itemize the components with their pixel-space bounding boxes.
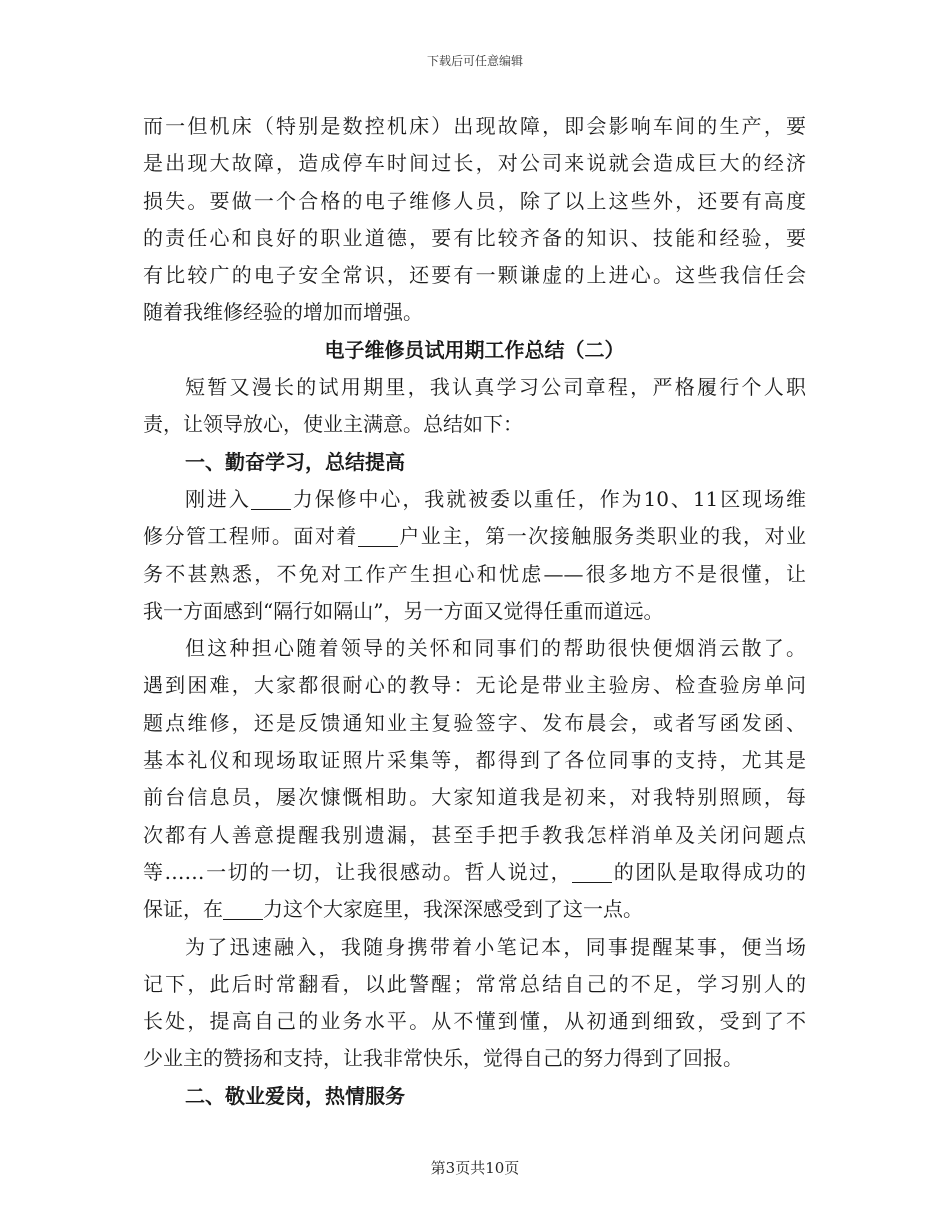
para2-text: 修分管工程师。面对着 [143, 524, 358, 549]
para3-line: 次都有人善意提醒我别遗漏，甚至手把手教我怎样消单及关闭问题点 [143, 822, 806, 847]
para2-text: 户业主，第一次接触服务类职业的我，对业 [397, 524, 807, 549]
para1-line: 而一但机床（特别是数控机床）出现故障，即会影响车间的生产，要 [143, 114, 806, 138]
fill-in-blank [223, 899, 263, 920]
para1-line: 的责任心和良好的职业道德，要有比较齐备的知识、技能和经验，要 [143, 225, 806, 250]
intro-line: 短暂又漫长的试用期里，我认真学习公司章程，严格履行个人职 [185, 375, 806, 400]
document-body [143, 108, 806, 1115]
para1-line: 是出现大故障，造成停车时间过长，对公司来说就会造成巨大的经济 [143, 151, 806, 176]
para1-line: 损失。要做一个合格的电子维修人员，除了以上这些外，还要有高度 [143, 188, 806, 213]
para3-line: 前台信息员，屡次慷慨相助。大家知道我是初来，对我特别照顾，每 [143, 785, 806, 810]
para3-text: 保证，在 [143, 897, 223, 922]
fill-in-blank [358, 526, 398, 547]
heading-1: 一、勤奋学习，总结提高 [185, 449, 405, 474]
para1-line: 有比较广的电子安全常识，还要有一颗谦虚的上进心。这些我信任会 [143, 263, 806, 288]
para2-line: 我一方面感到“隔行如隔山”，另一方面又觉得任重而道远。 [143, 598, 664, 623]
fill-in-blank [572, 862, 612, 883]
page-footer: 第3页共10页 [430, 1159, 520, 1177]
heading-2: 二、敬业爱岗，热情服务 [185, 1083, 405, 1108]
para2-line [143, 481, 806, 518]
para2-text: 刚进入 [185, 486, 251, 511]
para3-line: 基本礼仪和现场取证照片采集等，都得到了各位同事的支持，尤其是 [143, 748, 806, 773]
para3-line [143, 891, 806, 928]
para4-line: 为了迅速融入，我随身携带着小笔记本，同事提醒某事，便当场 [185, 934, 806, 959]
section-title: 电子维修员试用期工作总结（二） [324, 337, 625, 362]
para2-text: 力保修中心，我就被委以重任，作为10、11区现场维 [290, 486, 806, 511]
para3-line: 但这种担心随着领导的关怀和同事们的帮助很快便烟消云散了。 [185, 636, 806, 661]
fill-in-blank [251, 489, 291, 510]
para4-line: 长处，提高自己的业务水平。从不懂到懂，从初通到细致，受到了不 [143, 1009, 806, 1034]
para3-text: 的团队是取得成功的 [612, 859, 807, 884]
para3-text: 等……一切的一切，让我很感动。哲人说过， [143, 859, 573, 884]
para3-line [143, 854, 806, 891]
para4-line: 记下，此后时常翻看，以此警醒；常常总结自己的不足，学习别人的 [143, 971, 806, 996]
para1-line: 随着我维修经验的增加而增强。 [143, 300, 423, 325]
intro-line: 责，让领导放心，使业主满意。总结如下： [143, 412, 523, 437]
para3-line: 遇到困难，大家都很耐心的教导：无论是带业主验房、检查验房单问 [143, 673, 806, 698]
para3-text: 力这个大家庭里，我深深感受到了这一点。 [263, 897, 643, 922]
para2-line: 务不甚熟悉，不免对工作产生担心和忧虑——很多地方不是很懂，让 [143, 561, 806, 586]
page-header: 下载后可任意编辑 [426, 54, 523, 68]
para4-line: 少业主的赞扬和支持，让我非常快乐，觉得自己的努力得到了回报。 [143, 1046, 743, 1071]
para3-line: 题点维修，还是反馈通知业主复验签字、发布晨会，或者写函发函、 [143, 710, 806, 735]
para2-line [143, 518, 806, 555]
